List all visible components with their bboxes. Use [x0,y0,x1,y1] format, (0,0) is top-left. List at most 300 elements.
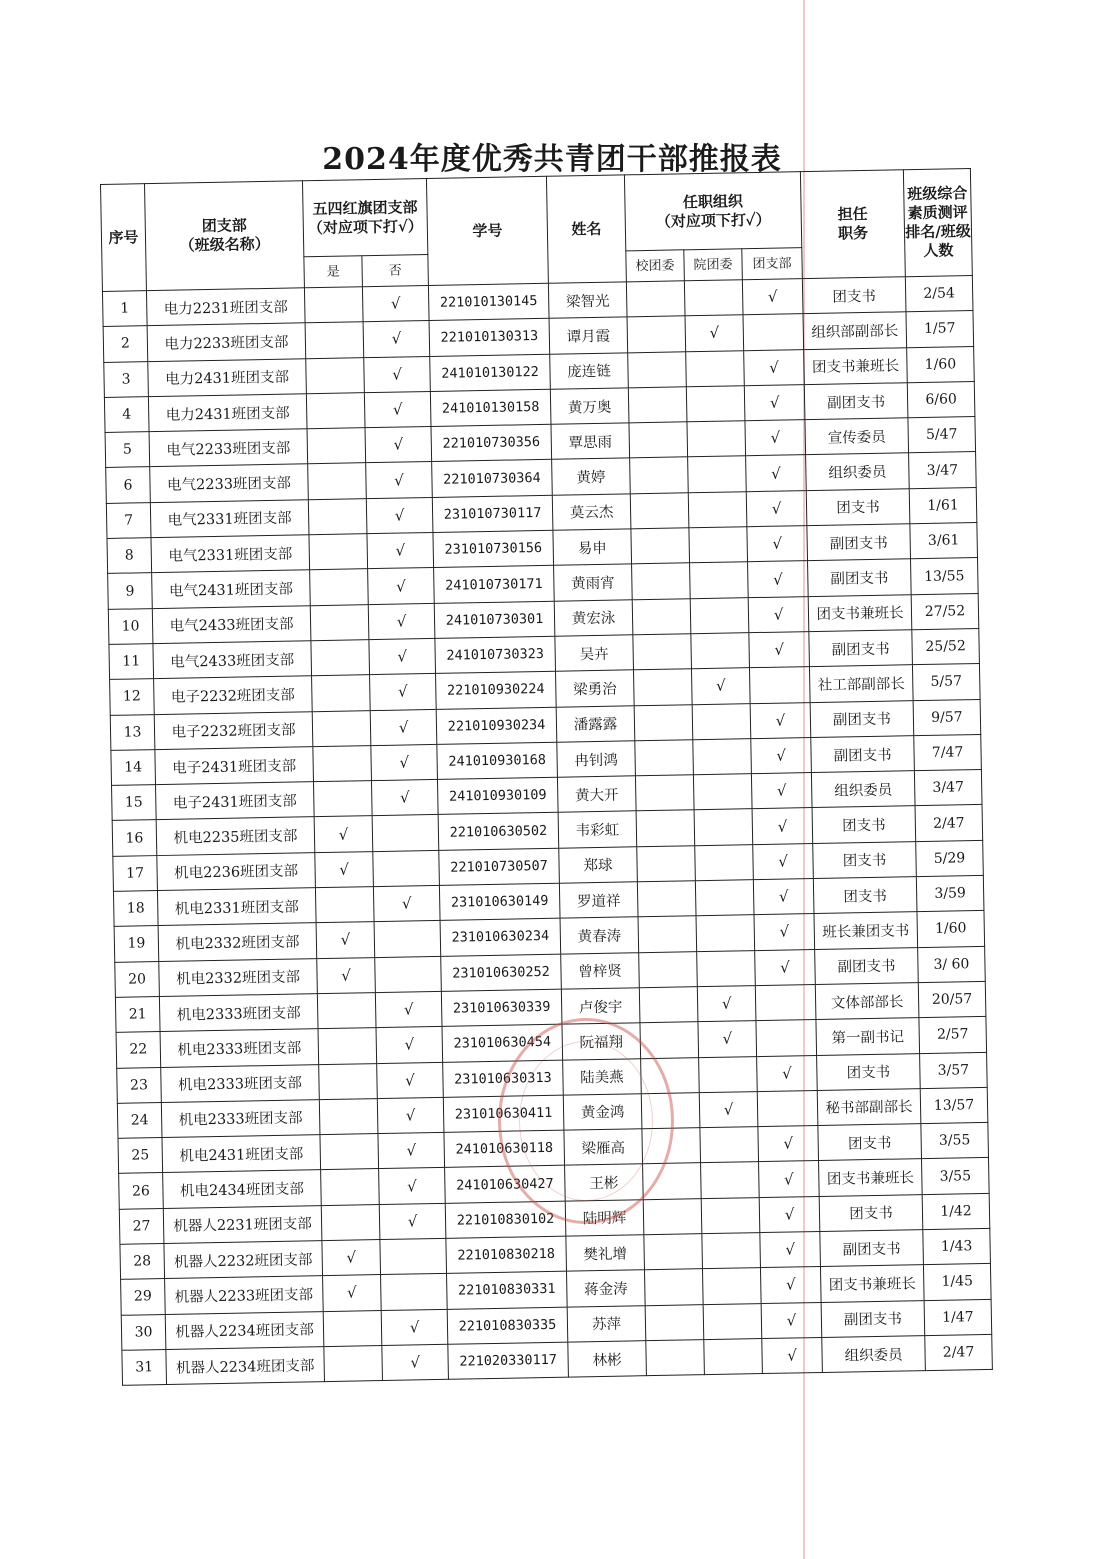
branch-cell: 机电2434班团支部 [163,1170,322,1208]
name-cell: 王彬 [565,1164,644,1201]
student-id-cell: 221010830218 [446,1236,567,1273]
org-branch-cell: √ [746,455,807,491]
org-college-cell [695,844,754,880]
student-id-cell: 221020330117 [448,1342,569,1379]
org-school-cell [634,669,693,705]
seq-cell: 10 [108,608,153,644]
ranking-cell: 25/52 [912,628,980,665]
org-school-cell [637,881,696,917]
org-college-cell [695,880,754,916]
redflag-yes-cell [310,604,369,640]
branch-cell: 机电2333班团支部 [161,1064,320,1102]
org-school-cell [639,987,698,1023]
redflag-no-cell: √ [366,462,433,499]
org-college-cell [696,915,755,951]
position-cell: 组织委员 [811,771,915,808]
student-id-cell: 221010930224 [436,672,557,709]
redflag-yes-cell [313,781,372,817]
seq-cell: 28 [120,1244,165,1280]
org-college-cell [684,280,743,316]
org-college-cell [690,562,749,598]
header-org-college: 院团委 [684,249,743,281]
name-cell: 苏萍 [567,1305,646,1342]
header-redflag: 五四红旗团支部 （对应项下打√） [302,179,427,257]
org-branch-cell: √ [745,420,806,456]
branch-cell: 机器人2234班团支部 [165,1311,324,1349]
org-branch-cell: √ [759,1196,820,1232]
redflag-no-cell: √ [369,638,436,675]
position-cell: 团支书兼班长 [804,347,908,384]
redflag-yes-cell [305,322,364,358]
seq-cell: 9 [108,573,153,609]
position-cell: 副团支书 [815,947,919,984]
position-cell: 社工部副部长 [809,665,913,702]
org-college-cell [702,1233,761,1269]
org-school-cell [641,1092,700,1128]
student-id-cell: 231010630411 [443,1095,564,1132]
redflag-no-cell: √ [368,603,435,640]
org-college-cell [694,809,753,845]
redflag-no-cell [375,956,442,993]
name-cell: 黄金鸿 [563,1094,642,1131]
branch-cell: 机电2332班团支部 [159,958,318,996]
header-position: 担任 职务 [800,170,905,279]
redflag-no-cell [372,815,439,852]
header-redflag-yes: 是 [304,256,363,288]
org-school-cell [629,422,688,458]
name-cell: 梁勇治 [556,670,635,707]
redflag-no-cell: √ [366,497,433,534]
branch-cell: 机器人2233班团支部 [165,1276,324,1314]
org-branch-cell: √ [748,561,809,597]
org-college-cell [697,950,756,986]
student-id-cell: 221010830102 [445,1201,566,1238]
org-school-cell [637,845,696,881]
org-branch-cell: √ [758,1126,819,1162]
ranking-cell: 1/57 [906,311,974,348]
student-id-cell: 241010730301 [434,601,555,638]
ranking-cell: 13/55 [911,558,979,595]
org-branch-cell [755,984,816,1020]
name-cell: 樊礼增 [566,1235,645,1272]
org-school-cell [639,951,698,987]
org-branch-cell: √ [748,596,809,632]
redflag-no-cell: √ [364,391,431,428]
name-cell: 庞连链 [550,352,629,389]
org-school-cell [628,387,687,423]
redflag-yes-cell [312,675,371,711]
org-school-cell [630,493,689,529]
redflag-yes-cell [319,1098,378,1134]
org-branch-cell: √ [761,1302,822,1338]
org-branch-cell: √ [744,349,805,385]
redflag-yes-cell: √ [323,1275,382,1311]
org-school-cell [634,704,693,740]
position-cell: 团支书兼班长 [820,1265,924,1302]
org-college-cell: √ [692,668,751,704]
org-school-cell [630,457,689,493]
org-college-cell: √ [699,1091,758,1127]
ranking-cell: 5/47 [908,417,976,454]
seq-cell: 23 [117,1067,162,1103]
org-college-cell [703,1303,762,1339]
student-id-cell: 241010930168 [437,742,558,779]
student-id-cell: 221010130145 [428,283,549,320]
redflag-no-cell [381,1274,448,1311]
branch-cell: 电气2233班团支部 [150,464,309,502]
redflag-no-cell: √ [375,991,442,1028]
org-college-cell: √ [697,986,756,1022]
org-college-cell: √ [685,315,744,351]
seq-cell: 19 [114,926,159,962]
student-id-cell: 221010730364 [432,460,553,497]
student-id-cell: 231010630313 [443,1060,564,1097]
redflag-no-cell: √ [371,744,438,781]
position-cell: 团支书 [818,1124,922,1161]
student-id-cell: 221010730356 [431,424,552,461]
student-id-cell: 221010930234 [436,707,557,744]
redflag-yes-cell [313,745,372,781]
org-school-cell [640,1022,699,1058]
position-cell: 团支书兼班长 [819,1159,923,1196]
student-id-cell: 231010730117 [432,495,553,532]
org-college-cell [693,739,752,775]
seq-cell: 1 [102,291,147,327]
redflag-yes-cell [308,463,367,499]
redflag-yes-cell: √ [316,922,375,958]
student-id-cell: 241010730323 [435,636,556,673]
student-id-cell: 241010130122 [430,354,551,391]
seq-cell: 24 [117,1102,162,1138]
org-school-cell [631,528,690,564]
org-school-cell [635,775,694,811]
org-school-cell [646,1340,705,1376]
position-cell: 秘书部副部长 [817,1088,921,1125]
name-cell: 冉钊鸿 [557,741,636,778]
ranking-cell: 3/ 60 [918,946,986,983]
branch-cell: 电力2231班团支部 [146,288,305,326]
student-id-cell: 221010630502 [438,813,559,850]
org-college-cell [701,1197,760,1233]
org-college-cell [688,491,747,527]
seq-cell: 21 [115,996,160,1032]
redflag-no-cell: √ [368,568,435,605]
header-name: 姓名 [546,175,626,283]
name-cell: 梁雁高 [564,1129,643,1166]
redflag-yes-cell: √ [317,957,376,993]
position-cell: 副团支书 [808,559,912,596]
org-school-cell [626,281,685,317]
name-cell: 黄万奥 [550,388,629,425]
branch-cell: 机电2331班团支部 [157,888,316,926]
org-college-cell [686,350,745,386]
student-id-cell: 241010930109 [437,777,558,814]
org-branch-cell: √ [749,632,810,668]
redflag-yes-cell: √ [314,816,373,852]
branch-cell: 电气2331班团支部 [151,535,310,573]
redflag-yes-cell [318,1028,377,1064]
student-id-cell: 221010830331 [447,1271,568,1308]
redflag-yes-cell: √ [315,851,374,887]
redflag-yes-cell [312,710,371,746]
redflag-no-cell: √ [373,885,440,922]
header-ranking: 班级综合素质测评排名/班级人数 [903,169,972,277]
student-id-cell: 231010630252 [441,954,562,991]
branch-cell: 电力2431班团支部 [148,358,307,396]
position-cell: 第一副书记 [816,1018,920,1055]
ranking-cell: 3/61 [910,523,978,560]
position-cell: 班长兼团支书 [814,912,918,949]
ranking-cell: 3/59 [916,875,984,912]
ranking-cell: 27/52 [911,593,979,630]
seq-cell: 27 [119,1208,164,1244]
student-id-cell: 221010730507 [439,848,560,885]
branch-cell: 电子2232班团支部 [154,676,313,714]
position-cell: 副团支书 [807,524,911,561]
ranking-cell: 1/45 [923,1264,991,1301]
seq-cell: 29 [121,1279,166,1315]
redflag-no-cell: √ [382,1344,449,1381]
student-id-cell: 231010730156 [433,530,554,567]
org-college-cell: √ [698,1021,757,1057]
org-branch-cell: √ [762,1337,823,1373]
org-school-cell [635,740,694,776]
org-college-cell [691,633,750,669]
ranking-cell: 20/57 [918,981,986,1018]
student-id-cell: 241010130158 [430,389,551,426]
student-id-cell: 241010630427 [445,1166,566,1203]
org-school-cell [645,1304,704,1340]
header-org-branch: 团支部 [742,248,803,280]
org-school-cell [643,1198,702,1234]
branch-cell: 电气2433班团支部 [152,605,311,643]
org-college-cell [692,703,751,739]
seq-cell: 6 [106,467,151,503]
seq-cell: 7 [106,502,151,538]
redflag-no-cell: √ [364,356,431,393]
name-cell: 罗道祥 [559,882,638,919]
org-school-cell [643,1163,702,1199]
student-id-cell: 231010630234 [440,919,561,956]
position-cell: 副团支书 [810,700,914,737]
position-cell: 副团支书 [821,1300,925,1337]
name-cell: 覃思雨 [551,423,630,460]
org-school-cell [638,916,697,952]
org-branch-cell: √ [742,279,803,315]
org-college-cell [700,1127,759,1163]
org-college-cell [693,774,752,810]
name-cell: 蒋金涛 [567,1270,646,1307]
org-branch-cell: √ [746,490,807,526]
seq-cell: 3 [104,361,149,397]
org-college-cell [704,1338,763,1374]
branch-cell: 机电2333班团支部 [159,994,318,1032]
student-id-cell: 231010630454 [442,1024,563,1061]
org-college-cell [690,597,749,633]
seq-cell: 2 [103,326,148,362]
ranking-cell: 5/29 [916,840,984,877]
name-cell: 黄大开 [557,776,636,813]
redflag-no-cell: √ [377,1062,444,1099]
branch-cell: 电气2431班团支部 [152,570,311,608]
position-cell: 团支书 [806,489,910,526]
position-cell: 团支书兼班长 [808,594,912,631]
header-student-id: 学号 [426,176,548,285]
branch-cell: 电力2233班团支部 [147,323,306,361]
redflag-yes-cell [309,534,368,570]
header-seq: 序号 [101,184,147,292]
seq-cell: 12 [110,679,155,715]
ranking-cell: 1/60 [917,911,985,948]
branch-cell: 电力2431班团支部 [148,394,307,432]
name-cell: 黄雨宵 [554,564,633,601]
name-cell: 阮福翔 [562,1023,641,1060]
org-school-cell [636,810,695,846]
seq-cell: 11 [109,644,154,680]
name-cell: 曾梓贤 [561,952,640,989]
branch-cell: 电气2233班团支部 [149,429,308,467]
org-school-cell [632,598,691,634]
redflag-no-cell [380,1238,447,1275]
student-id-cell: 241010630118 [444,1130,565,1167]
seq-cell: 31 [122,1349,167,1385]
redflag-yes-cell [324,1345,383,1381]
branch-cell: 电子2232班团支部 [154,711,313,749]
student-id-cell: 231010630149 [439,883,560,920]
student-id-cell: 221010130313 [429,319,550,356]
name-cell: 陆美燕 [563,1058,642,1095]
position-cell: 团支书 [802,277,906,314]
org-school-cell [644,1234,703,1270]
branch-cell: 机器人2234班团支部 [166,1346,325,1384]
seq-cell: 26 [119,1173,164,1209]
name-cell: 易申 [553,529,632,566]
org-branch-cell [757,1090,818,1126]
org-college-cell [701,1162,760,1198]
branch-cell: 机电2333班团支部 [160,1029,319,1067]
org-college-cell [699,1056,758,1092]
org-branch-cell: √ [752,808,813,844]
org-branch-cell: √ [760,1267,821,1303]
redflag-yes-cell [315,887,374,923]
redflag-no-cell: √ [381,1309,448,1346]
seq-cell: 20 [115,961,160,997]
position-cell: 宣传委员 [805,418,909,455]
redflag-no-cell: √ [370,709,437,746]
redflag-no-cell: √ [365,427,432,464]
org-college-cell [686,386,745,422]
ranking-cell: 6/60 [907,381,975,418]
ranking-cell: 2/47 [925,1334,993,1371]
org-branch-cell [749,667,810,703]
page-title: 2024年度优秀共青团干部推报表 [322,142,782,177]
redflag-yes-cell [321,1204,380,1240]
redflag-yes-cell [306,393,365,429]
position-cell: 团支书 [819,1194,923,1231]
header-org-school: 校团委 [626,250,685,282]
redflag-yes-cell [317,993,376,1029]
org-branch-cell: √ [751,737,812,773]
name-cell: 潘露露 [556,705,635,742]
redflag-yes-cell [321,1169,380,1205]
redflag-yes-cell: √ [322,1240,381,1276]
branch-cell: 电子2431班团支部 [156,782,315,820]
org-college-cell [687,421,746,457]
position-cell: 组织委员 [806,453,910,490]
org-school-cell [627,316,686,352]
branch-cell: 电气2331班团支部 [150,500,309,538]
ranking-cell: 1/60 [907,346,975,383]
recommendation-table [100,168,993,1386]
org-branch-cell: √ [751,773,812,809]
redflag-no-cell: √ [377,1097,444,1134]
ranking-cell: 3/47 [909,452,977,489]
redflag-no-cell: √ [362,285,429,322]
org-school-cell [642,1128,701,1164]
name-cell: 莫云杰 [552,494,631,531]
ranking-cell: 7/47 [914,734,982,771]
org-branch-cell: √ [759,1161,820,1197]
name-cell: 林彬 [568,1341,647,1378]
ranking-cell: 5/57 [912,664,980,701]
position-cell: 团支书 [813,877,917,914]
seq-cell: 13 [110,714,155,750]
org-branch-cell: √ [753,843,814,879]
redflag-yes-cell [307,428,366,464]
redflag-no-cell [374,921,441,958]
name-cell: 梁智光 [548,282,627,319]
redflag-no-cell: √ [371,780,438,817]
branch-cell: 机电2235班团支部 [156,817,315,855]
redflag-yes-cell [319,1063,378,1099]
position-cell: 副团支书 [804,383,908,420]
ranking-cell: 2/54 [905,276,973,313]
redflag-yes-cell [310,569,369,605]
redflag-no-cell: √ [363,321,430,358]
name-cell: 陆明辉 [565,1199,644,1236]
ranking-cell: 1/43 [923,1228,991,1265]
redflag-no-cell: √ [376,1027,443,1064]
org-school-cell [632,563,691,599]
ranking-cell: 1/47 [924,1299,992,1336]
org-college-cell [702,1268,761,1304]
org-branch-cell: √ [757,1055,818,1091]
org-school-cell [645,1269,704,1305]
org-school-cell [633,634,692,670]
redflag-yes-cell [320,1134,379,1170]
name-cell: 黄宏泳 [554,599,633,636]
seq-cell: 17 [113,855,158,891]
position-cell: 团支书 [812,806,916,843]
org-branch-cell: √ [747,526,808,562]
ranking-cell: 3/55 [921,1123,989,1160]
seq-cell: 4 [104,397,149,433]
ranking-cell: 2/47 [915,805,983,842]
org-branch-cell [743,314,804,350]
position-cell: 副团支书 [820,1230,924,1267]
ranking-cell: 3/57 [920,1052,988,1089]
ranking-cell: 3/47 [914,770,982,807]
header-org: 任职组织 （对应项下打✓） [624,172,801,251]
position-cell: 团支书 [813,841,917,878]
name-cell: 吴卉 [555,635,634,672]
org-school-cell [641,1057,700,1093]
seq-cell: 30 [121,1314,166,1350]
name-cell: 黄婷 [552,458,631,495]
seq-cell: 5 [105,432,150,468]
redflag-yes-cell [323,1310,382,1346]
redflag-no-cell: √ [370,674,437,711]
